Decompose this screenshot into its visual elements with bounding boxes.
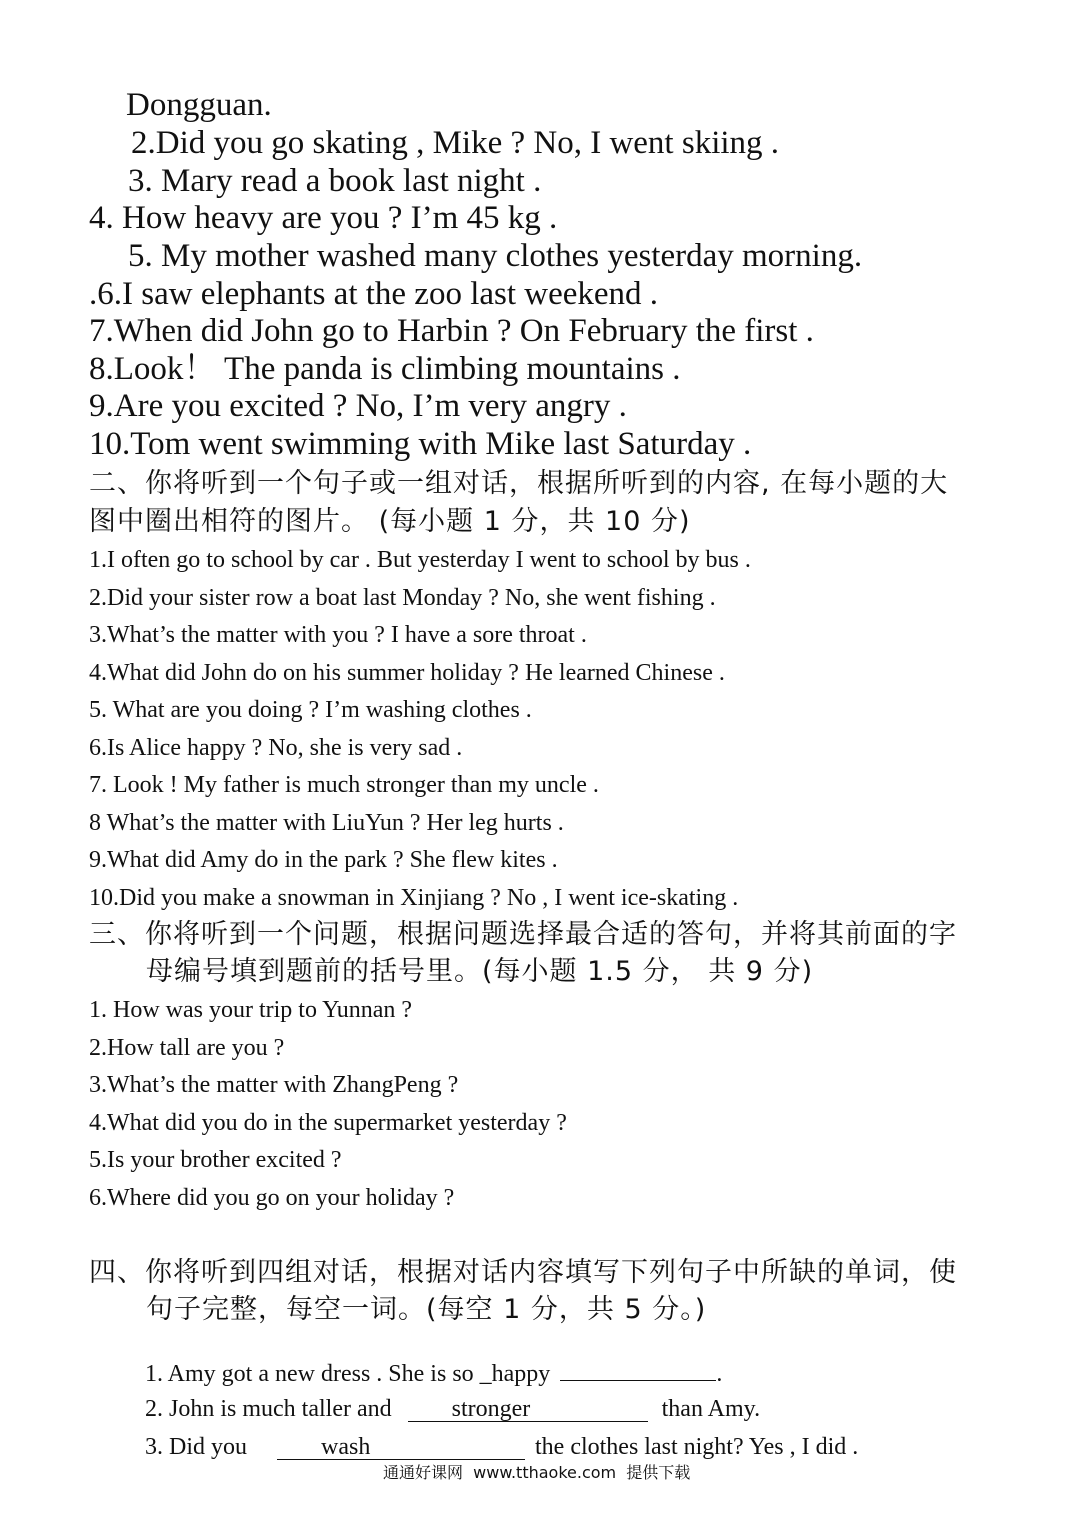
s2-item-2: 2.Did your sister row a boat last Monday ? No, she went fishing .: [89, 585, 716, 611]
s3-item-6: 6.Where did you go on your holiday ?: [89, 1185, 455, 1211]
s3-heading-1: 三、你将听到一个问题，根据问题选择最合适的答句，并将其前面的字: [89, 919, 957, 950]
s4-heading-2: 句子完整，每空一词。(每空 1 分，共 5 分。): [146, 1294, 707, 1325]
s1-line-1: Dongguan.: [126, 87, 272, 123]
s2-item-10: 10.Did you make a snowman in Xinjiang ? No , I went ice-skating .: [89, 885, 739, 911]
s4-q1-end: .: [716, 1361, 723, 1387]
s3-item-2: 2.How tall are you ?: [89, 1035, 285, 1061]
s1-line-8: 8.Look！ The panda is climbing mountains .: [89, 351, 681, 387]
s2-item-3: 3.What’s the matter with you ? I have a sore throat .: [89, 622, 587, 648]
s1-line-5: 5. My mother washed many clothes yesterday morning.: [128, 238, 863, 274]
s2-heading-1: 二、你将听到一个句子或一组对话，根据所听到的内容, 在每小题的大: [89, 468, 949, 499]
s2-item-4: 4.What did John do on his summer holiday ? He learned Chinese .: [89, 660, 725, 686]
s4-q3-answer: wash: [277, 1435, 525, 1460]
s2-item-5: 5. What are you doing ? I’m washing clothes .: [89, 697, 532, 723]
s4-heading-1: 四、你将听到四组对话，根据对话内容填写下列句子中所缺的单词，使: [89, 1257, 957, 1288]
s4-q2-text: 2. John is much taller and: [145, 1396, 392, 1422]
s1-line-10: 10.Tom went swimming with Mike last Saturday .: [89, 426, 752, 462]
s2-item-8: 8 What’s the matter with LiuYun ? Her leg hurts .: [89, 810, 564, 836]
s4-q3-end: the clothes last night? Yes , I did .: [535, 1434, 859, 1460]
s4-q3: [133, 1411, 858, 1460]
s1-line-3: 3. Mary read a book last night .: [128, 163, 542, 199]
s2-item-9: 9.What did Amy do in the park ? She flew kites .: [89, 847, 558, 873]
s4-q2-answer: stronger: [408, 1397, 648, 1422]
s3-item-4: 4.What did you do in the supermarket yesterday ?: [89, 1110, 567, 1136]
s1-line-4: 4. How heavy are you ? I’m 45 kg .: [89, 200, 558, 236]
footer-source: 通通好课网 www.tthaoke.com 提供下载: [383, 1463, 691, 1482]
s1-line-6: .6.I saw elephants at the zoo last weekend .: [89, 276, 659, 312]
s2-item-1: 1.I often go to school by car . But yesterday I went to school by bus .: [89, 547, 751, 573]
s4-q1-text: 1. Amy got a new dress . She is so: [145, 1361, 480, 1387]
s3-item-3: 3.What’s the matter with ZhangPeng ?: [89, 1072, 459, 1098]
s3-heading-2: 母编号填到题前的括号里。(每小题 1.5 分， 共 9 分): [146, 956, 814, 987]
s3-item-5: 5.Is your brother excited ?: [89, 1147, 342, 1173]
s4-q1-answer: _happy: [479, 1361, 551, 1387]
s1-line-2: 2.Did you go skating , Mike ? No, I went skiing .: [131, 125, 780, 161]
s2-heading-2: 图中圈出相符的图片。 (每小题 1 分，共 10 分): [89, 506, 691, 537]
s1-line-7: 7.When did John go to Harbin ? On February the first .: [89, 313, 814, 349]
s3-item-1: 1. How was your trip to Yunnan ?: [89, 997, 413, 1023]
s2-item-6: 6.Is Alice happy ? No, she is very sad .: [89, 735, 463, 761]
s2-item-7: 7. Look ! My father is much stronger than my uncle .: [89, 772, 599, 798]
s1-line-9: 9.Are you excited ? No, I’m very angry .: [89, 388, 627, 424]
s4-q3-text: 3. Did you: [145, 1434, 247, 1460]
s4-q2-end: than Amy.: [661, 1396, 761, 1422]
